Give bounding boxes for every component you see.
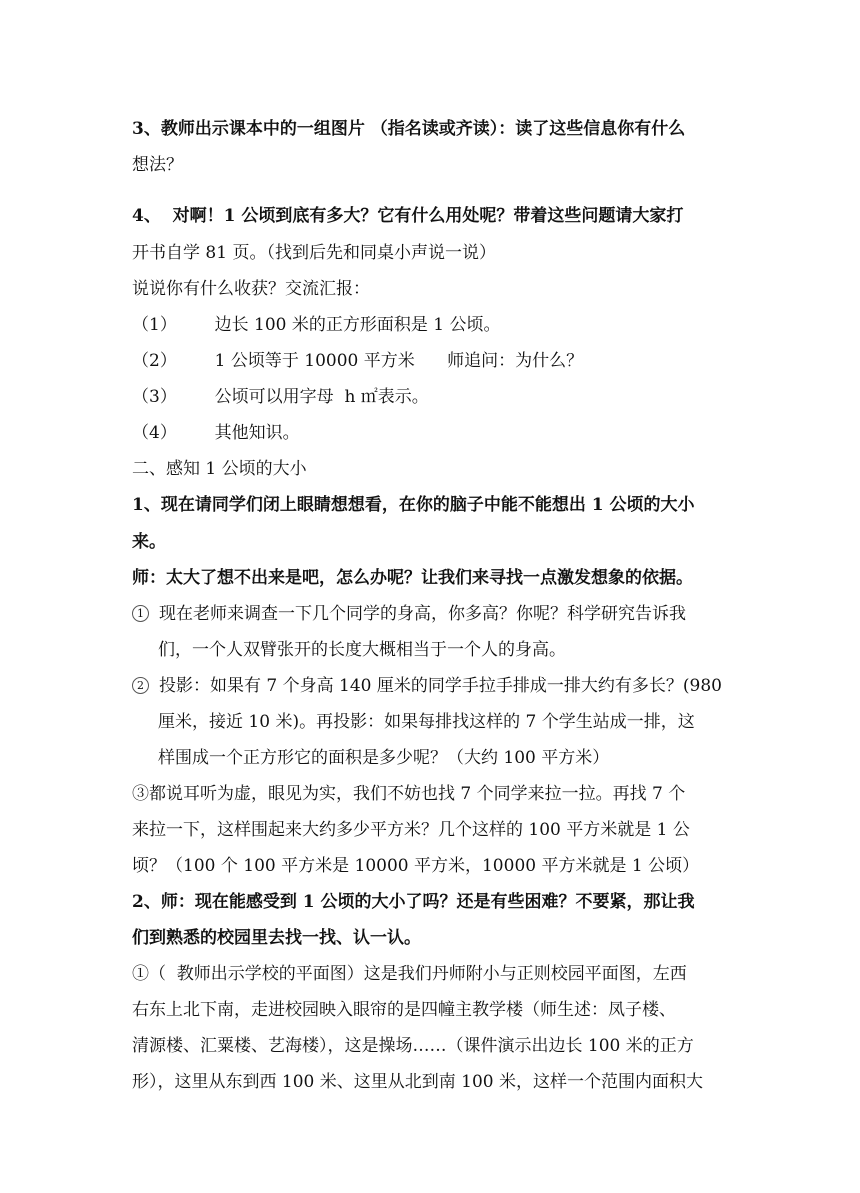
text-line xyxy=(132,238,496,268)
line-text: （4） 其他知识。 xyxy=(132,423,300,443)
text-line xyxy=(132,114,685,144)
line-text: 3、教师出示课本中的一组图片 （指名读或齐读）：读了这些信息你有什么 xyxy=(132,119,686,139)
line-text: 顷？（100 个 100 平方米是 10000 平方米，10000 平方米就是 1 公顷） xyxy=(132,856,700,876)
line-text: （3） 公顷可以用字母 h ㎡表示。 xyxy=(132,387,429,407)
text-line xyxy=(132,1031,694,1061)
text-line xyxy=(132,599,686,629)
text-line xyxy=(132,959,687,989)
text-line xyxy=(132,563,693,593)
text-line xyxy=(132,201,683,231)
text-line xyxy=(132,671,722,701)
text-line xyxy=(132,779,685,809)
text-line xyxy=(132,418,300,448)
text-line xyxy=(132,1067,703,1097)
text-line xyxy=(132,851,699,881)
list-number-marker: 1 xyxy=(132,605,149,622)
line-text: 清源楼、汇粟楼、艺海楼），这是操场……（课件演示出边长 100 米的正方 xyxy=(132,1036,694,1056)
line-text: 二、感知 1 公顷的大小 xyxy=(132,459,307,479)
line-text: 来拉一下，这样围起来大约多少平方米？几个这样的 100 平方米就是 1 公 xyxy=(132,820,690,840)
line-text: 1、现在请同学们闭上眼睛想想看，在你的脑子中能不能想出 1 公顷的大小 xyxy=(132,495,695,515)
text-line xyxy=(132,923,421,953)
line-text: 开书自学 81 页。（找到后先和同桌小声说一说） xyxy=(132,243,496,263)
line-text: 4、 对啊！1 公顷到底有多大？它有什么用处呢？带着这些问题请大家打 xyxy=(132,206,684,226)
line-text: 右东上北下南，走进校园映入眼帘的是四幢主教学楼（师生述：凤子楼、 xyxy=(132,1000,676,1020)
line-text: 想法？ xyxy=(132,155,183,175)
line-text: 们，一个人双臂张开的长度大概相当于一个人的身高。 xyxy=(158,640,566,660)
text-line xyxy=(132,887,695,917)
line-text: 们到熟悉的校园里去找一找、认一认。 xyxy=(132,928,421,948)
text-line xyxy=(158,635,566,665)
text-line xyxy=(132,995,676,1025)
text-line xyxy=(132,382,429,412)
line-text: 投影：如果有 7 个身高 140 厘米的同学手拉手排成一排大约有多长？(980 xyxy=(159,676,722,696)
line-text: 厘米，接近 10 米)。再投影：如果每排找这样的 7 个学生站成一排，这 xyxy=(158,712,695,732)
text-line xyxy=(132,274,370,304)
line-text: 形），这里从东到西 100 米、这里从北到南 100 米，这样一个范围内面积大 xyxy=(132,1072,704,1092)
line-text: 现在老师来调查一下几个同学的身高，你多高？你呢？科学研究告诉我 xyxy=(159,604,686,624)
line-text: 2、师：现在能感受到 1 公顷的大小了吗？还是有些困难？不要紧，那让我 xyxy=(132,892,695,912)
line-text: ③都说耳听为虚，眼见为实，我们不妨也找 7 个同学来拉一拉。再找 7 个 xyxy=(132,784,686,804)
text-line xyxy=(158,707,695,737)
line-text: （2） 1 公顷等于 10000 平方米 师追问：为什么？ xyxy=(132,351,584,371)
text-line xyxy=(132,454,307,484)
text-line xyxy=(158,743,609,773)
text-line xyxy=(132,527,166,557)
text-line xyxy=(132,310,501,340)
line-text: 师：太大了想不出来是吧，怎么办呢？让我们来寻找一点激发想象的依据。 xyxy=(132,568,693,588)
list-number-marker: 2 xyxy=(132,677,149,694)
line-text: 来。 xyxy=(132,532,166,552)
text-line xyxy=(132,490,695,520)
line-text: （1） 边长 100 米的正方形面积是 1 公顷。 xyxy=(132,315,501,335)
line-text: 说说你有什么收获？交流汇报： xyxy=(132,279,370,299)
line-text: 样围成一个正方形它的面积是多少呢？（大约 100 平方米） xyxy=(158,748,610,768)
line-text: ①（ 教师出示学校的平面图）这是我们丹师附小与正则校园平面图，左西 xyxy=(132,964,687,984)
text-line xyxy=(132,815,690,845)
text-line xyxy=(132,150,183,180)
text-line xyxy=(132,346,583,376)
